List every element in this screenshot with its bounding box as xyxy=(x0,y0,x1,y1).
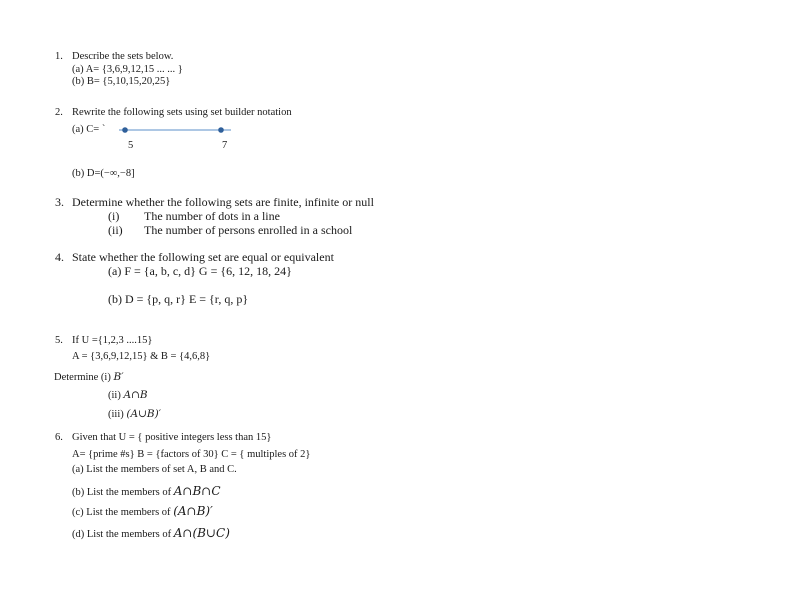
q2-part-b: (b) D=(−∞,−8] xyxy=(72,168,135,179)
q6-part-c xyxy=(72,505,213,519)
q5-part-ii xyxy=(108,390,148,402)
q1-part-b: (b) B= {5,10,15,20,25} xyxy=(72,76,171,87)
q1-part-a: (a) A= {3,6,9,12,15 ... ... } xyxy=(72,64,183,75)
number-line xyxy=(115,123,240,137)
q5-number: 5. xyxy=(55,335,63,346)
q6-number: 6. xyxy=(55,432,63,443)
q5-determine xyxy=(54,372,124,384)
q3-item-text: The number of dots in a line xyxy=(144,209,280,223)
q5-expr-iii: (A∪B)′ xyxy=(126,408,162,420)
number-line-point-right xyxy=(218,127,224,133)
q5-part-iii-label: (iii) xyxy=(108,409,127,420)
q5-prompt: If U ={1,2,3 ....15} xyxy=(72,335,153,346)
q6-part-b xyxy=(72,485,221,499)
q6-part-d-label: (d) List the members of xyxy=(72,529,174,540)
q3-number: 3. xyxy=(55,195,64,209)
q2-prompt: Rewrite the following sets using set builder notation xyxy=(72,107,292,118)
q4-number: 4. xyxy=(55,250,64,264)
q1-prompt: Describe the sets below. xyxy=(72,51,174,62)
q5-expr-i: B′ xyxy=(113,371,124,383)
q6-expr-d: A∩(B∪C) xyxy=(173,526,230,540)
q2-number: 2. xyxy=(55,107,63,118)
q4-part-b: (b) D = {p, q, r} E = {r, q, p} xyxy=(108,292,249,306)
q5-part-iii xyxy=(108,409,161,421)
q4-part-a: (a) F = {a, b, c, d} G = {6, 12, 18, 24} xyxy=(108,264,292,278)
q5-expr-ii: A∩B xyxy=(123,389,148,401)
q5-sets: A = {3,6,9,12,15} & B = {4,6,8} xyxy=(72,351,211,362)
q6-part-a: (a) List the members of set A, B and C. xyxy=(72,464,237,475)
q6-sets: A= {prime #s} B = {factors of 30} C = { multiples of 2} xyxy=(72,449,311,460)
q6-part-d xyxy=(72,527,230,541)
q4-prompt: State whether the following set are equal or equivalent xyxy=(72,250,334,264)
q6-prompt: Given that U = { positive integers less than 15} xyxy=(72,432,272,443)
q5-part-ii-label: (ii) xyxy=(108,390,124,401)
number-line-label-right: 7 xyxy=(222,140,228,151)
q3-item-label: (ii) xyxy=(108,223,123,237)
number-line-point-left xyxy=(122,127,128,133)
q5-determine-label: Determine (i) xyxy=(54,372,114,383)
q1-number: 1. xyxy=(55,51,63,62)
q6-expr-c: (A∩B)′ xyxy=(173,504,213,518)
q6-part-b-label: (b) List the members of xyxy=(72,487,174,498)
q3-item-label: (i) xyxy=(108,209,120,223)
number-line-label-left: 5 xyxy=(128,140,134,151)
q3-prompt: Determine whether the following sets are finite, infinite or null xyxy=(72,195,374,209)
q2-part-a: (a) C= ` xyxy=(72,124,106,135)
q3-item-text: The number of persons enrolled in a school xyxy=(144,223,353,237)
q6-expr-b: A∩B∩C xyxy=(173,484,221,498)
q6-part-c-label: (c) List the members of xyxy=(72,507,174,518)
